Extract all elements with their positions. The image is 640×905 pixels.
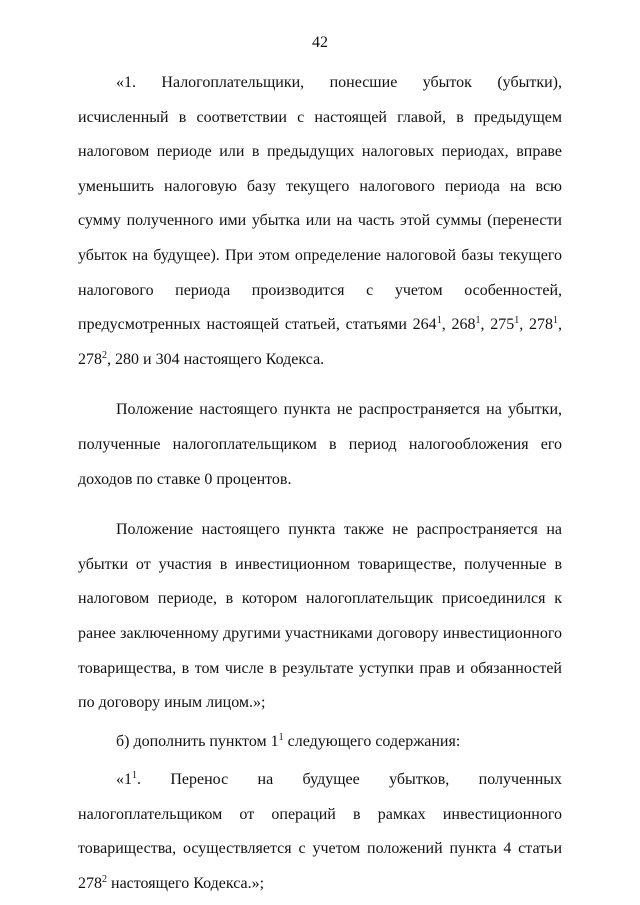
superscript-index: 1 [475,315,481,327]
superscript-index: 1 [514,315,520,327]
paragraph-text: настоящего Кодекса.»; [107,875,265,893]
superscript-index: 1 [132,770,137,782]
paragraph-text: , 278 [78,316,563,368]
paragraph-text: «1 [116,771,132,789]
superscript-index: 1 [436,315,442,327]
superscript-index: 2 [102,349,107,361]
paragraph-text: , 275 [480,316,515,334]
paragraph-3 [78,513,562,721]
paragraph-text: Положение настоящего пункта не распространяется на убытки, полученные налогоплательщиком в период налогообложения его доходов по ставке 0 процентов. [78,401,562,488]
paragraph-5 [78,763,562,901]
paragraph-text: . Перенос на будущее убытков, полученных налогоплательщиком от операций в рамках инвестиционного товарищества, осуществляется с учетом положений пункта 4 статьи 278 [78,771,562,893]
paragraph-text: Положение настоящего пункта также не распространяется на убытки от участия в инвестиционном товариществе, полученные в налоговом периоде, в котором налогоплательщик присоединился к ранее заключенному другими участниками договору инвестиционного товарищества, в том числе в результате уступки прав и обязанностей по договору иным лицом.»; [78,521,562,712]
superscript-index: 1 [278,731,284,743]
paragraph-text: «1. Налогоплательщики, понесшие убыток (убытки), исчисленный в соответствии с настоящей главой, в предыдущем налоговом периоде или в предыдущих налоговых периодах, вправе уменьшить налоговую базу текущего налогового периода на всю сумму полученного ими убытка или на часть этой суммы (перенести убыток на будущее). При этом определение налоговой базы текущего налогового периода производится с учетом особенностей, предусмотренных настоящей статьей, статьями 264 [78,74,562,334]
paragraph-4 [78,725,562,760]
paragraph-text: , 278 [519,316,554,334]
paragraph-text: , 280 и 304 настоящего Кодекса. [107,350,325,368]
paragraph-2 [78,393,562,497]
document-body [78,66,562,902]
superscript-index: 1 [553,315,559,327]
paragraph-text: следующего содержания: [283,732,461,750]
page-number: 42 [312,34,328,51]
superscript-index: 2 [102,874,107,886]
paragraph-text: б) дополнить пунктом 1 [116,732,279,750]
paragraph-1 [78,66,562,377]
paragraph-text: , 268 [441,316,476,334]
